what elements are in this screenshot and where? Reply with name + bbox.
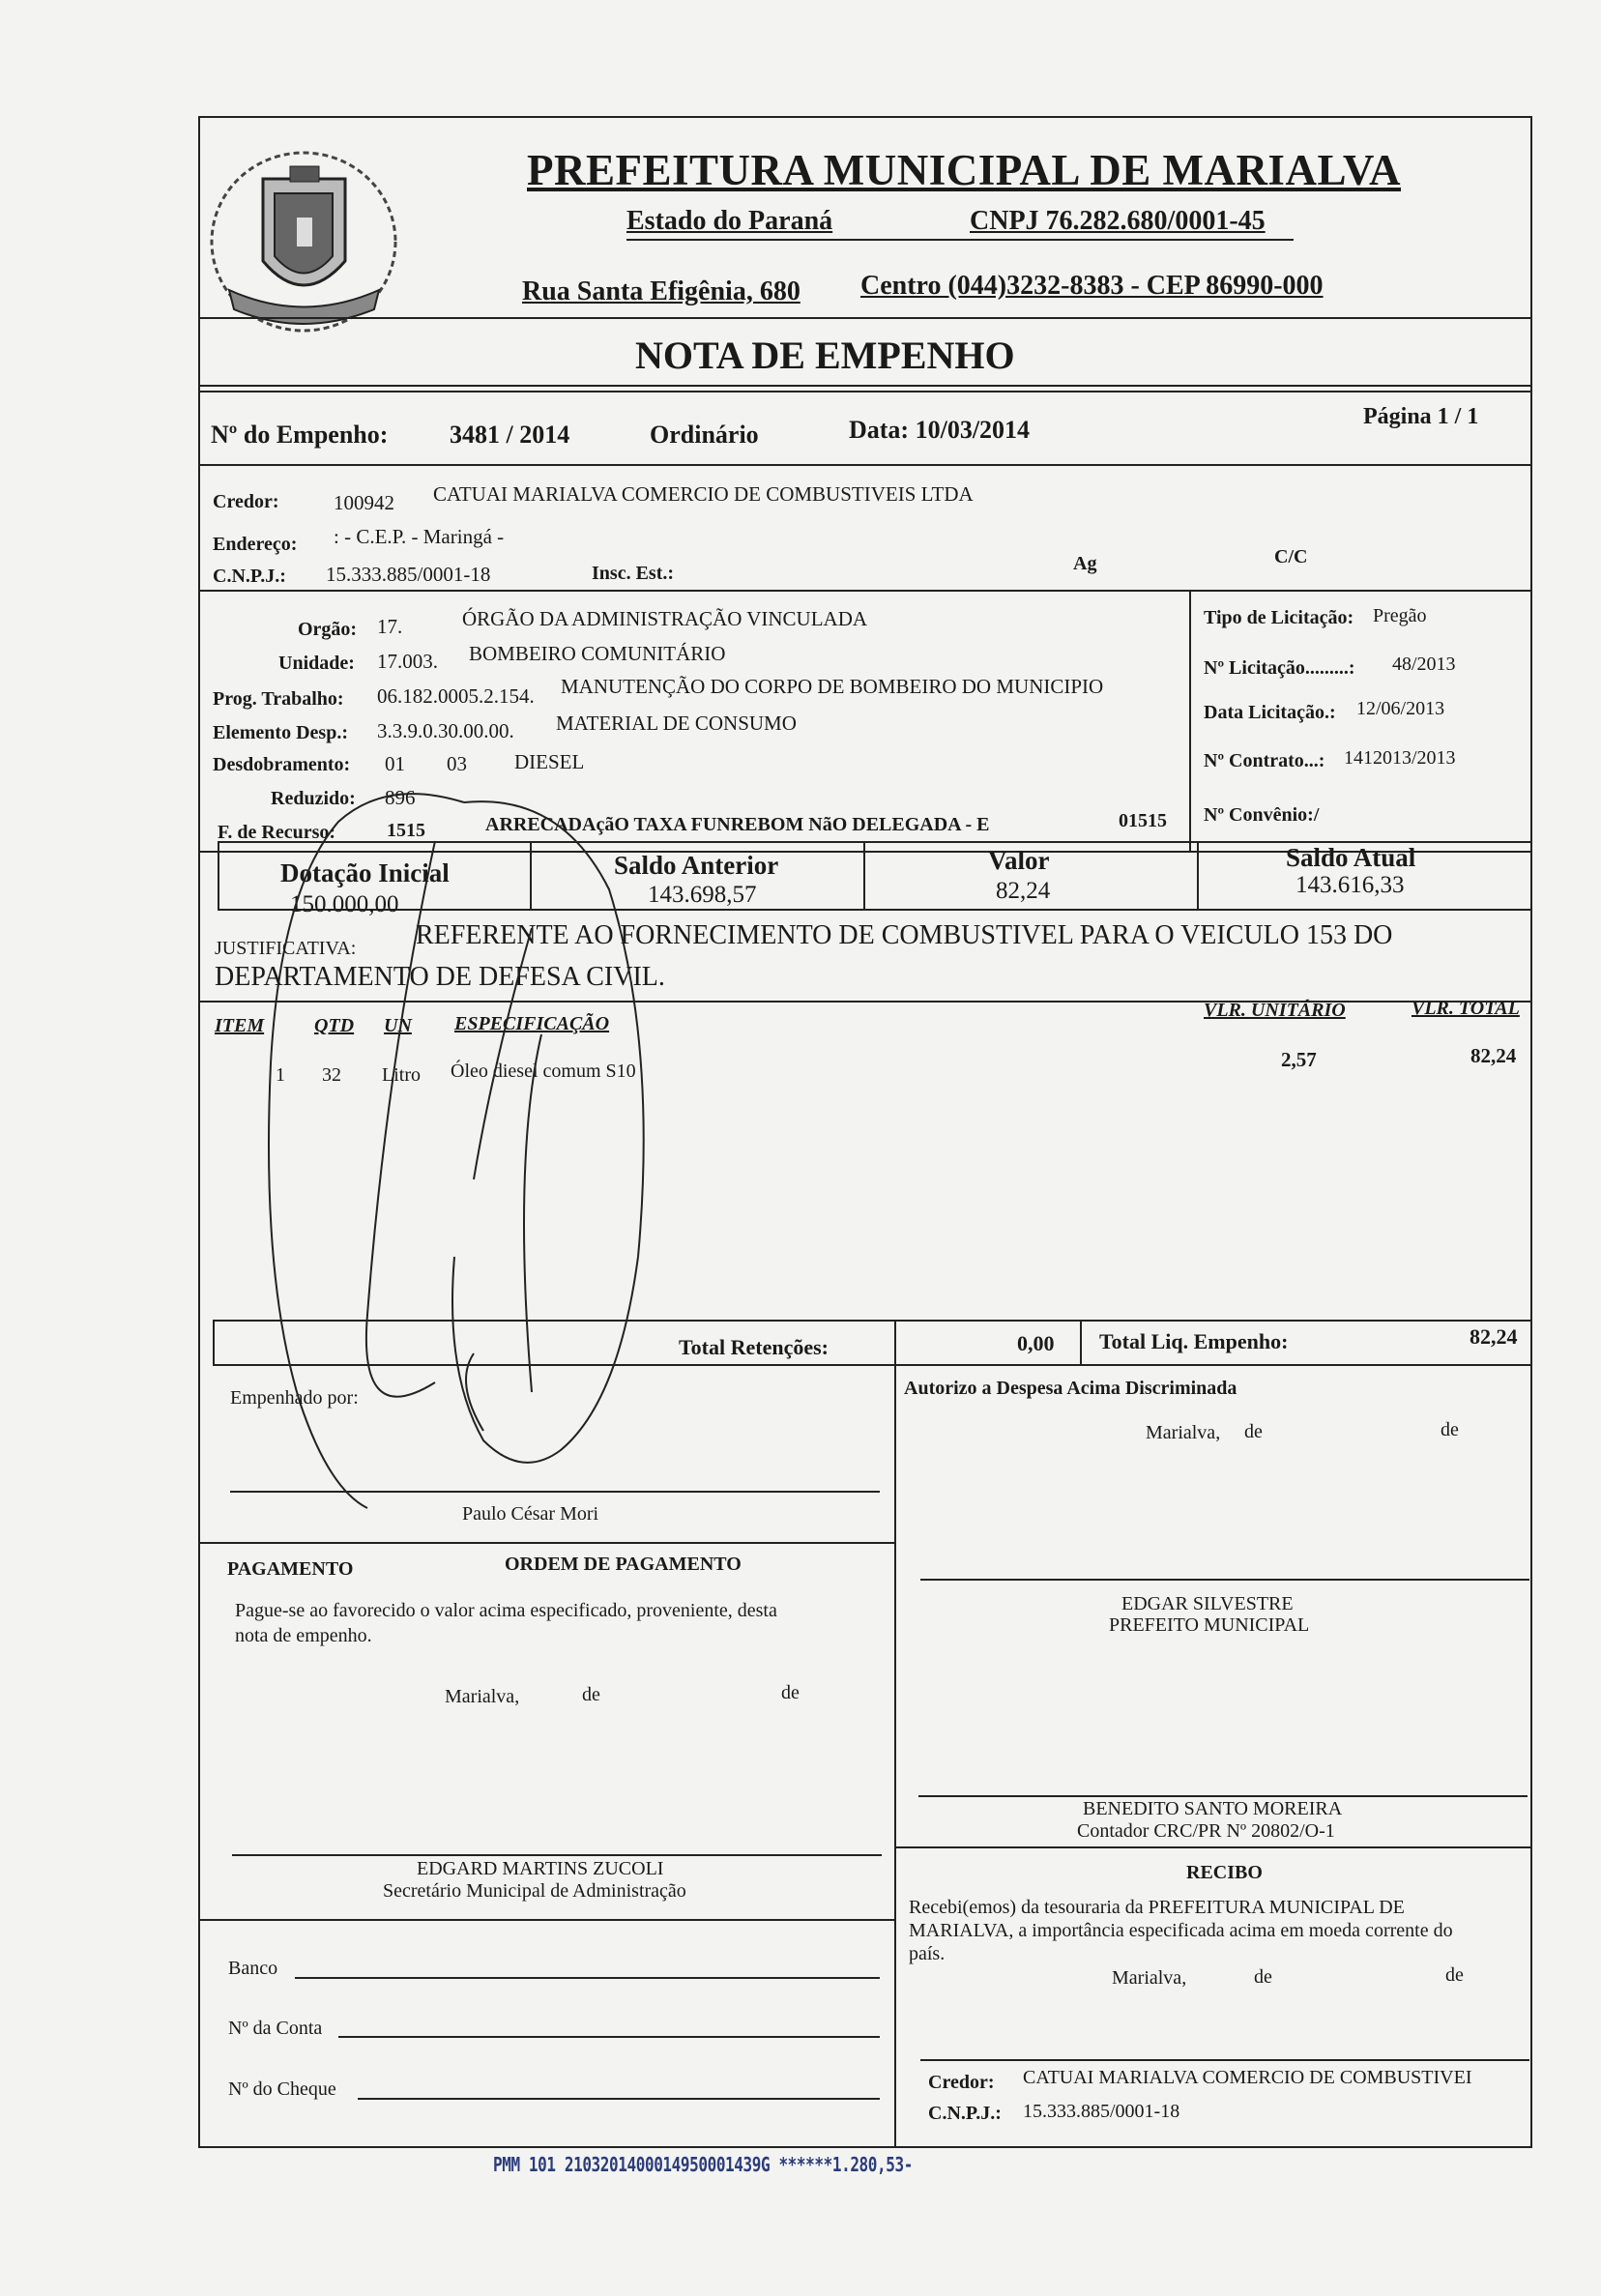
orgao-name: ÓRGÃO DA ADMINISTRAÇÃO VINCULADA bbox=[462, 607, 868, 630]
fonte-code-2: 01515 bbox=[1119, 810, 1167, 831]
handwritten-signature bbox=[242, 773, 677, 1527]
autorizo-label: Autorizo a Despesa Acima Discriminada bbox=[904, 1378, 1237, 1399]
autorizo-de-2: de bbox=[1441, 1419, 1459, 1440]
justificativa-line2: DEPARTAMENTO DE DEFESA CIVIL. bbox=[215, 962, 665, 992]
empenho-date: Data: 10/03/2014 bbox=[849, 416, 1031, 444]
title-divider-1 bbox=[198, 385, 1532, 387]
prog-code: 06.182.0005.2.154. bbox=[377, 684, 535, 708]
unidade-name: BOMBEIRO COMUNITÁRIO bbox=[469, 642, 726, 665]
prog-name: MANUTENÇÃO DO CORPO DE BOMBEIRO DO MUNICIPIO bbox=[561, 675, 1104, 698]
tipo-licitacao-value: Pregão bbox=[1373, 605, 1427, 626]
recibo-text-2: MARIALVA, a importância especificada acima em moeda corrente do bbox=[909, 1920, 1453, 1941]
coat-of-arms-logo bbox=[205, 145, 403, 338]
signatures-vertical-divider bbox=[894, 1366, 896, 2148]
agencia-label: Ag bbox=[1073, 553, 1097, 574]
credor-code: 100942 bbox=[334, 491, 394, 514]
saldo-anterior-label: Saldo Anterior bbox=[614, 851, 779, 880]
conta-label: Nº da Conta bbox=[228, 2018, 323, 2039]
contrato-value: 1412013/2013 bbox=[1344, 747, 1456, 769]
footer-cnpj-value: 15.333.885/0001-18 bbox=[1023, 2101, 1180, 2122]
credor-name: CATUAI MARIALVA COMERCIO DE COMBUSTIVEIS LTDA bbox=[433, 482, 974, 506]
state-line bbox=[626, 239, 1294, 241]
total-retencoes-value: 0,00 bbox=[1017, 1331, 1055, 1355]
col-especificacao: ESPECIFICAÇÃO bbox=[454, 1013, 610, 1034]
empenho-num: 3481 / 2014 bbox=[450, 421, 570, 449]
pague-text-2: nota de empenho. bbox=[235, 1625, 372, 1646]
justificativa-line1: REFERENTE AO FORNECIMENTO DE COMBUSTIVEL PARA O VEICULO 153 DO bbox=[416, 920, 1393, 950]
prefeito-name: EDGAR SILVESTRE bbox=[1121, 1593, 1294, 1614]
justificativa-label: JUSTIFICATIVA: bbox=[215, 938, 357, 959]
contador-divider bbox=[894, 1846, 1532, 1848]
elemento-label: Elemento Desp.: bbox=[213, 722, 348, 743]
empenho-type: Ordinário bbox=[650, 421, 759, 449]
pague-text-1: Pague-se ao favorecido o valor acima especificado, proveniente, desta bbox=[235, 1600, 777, 1621]
elemento-code: 3.3.9.0.30.00.00. bbox=[377, 719, 514, 742]
desdobramento-label: Desdobramento: bbox=[213, 754, 351, 775]
row-vunit: 2,57 bbox=[1281, 1048, 1317, 1071]
saldo-atual-value: 143.616,33 bbox=[1295, 872, 1405, 898]
cnpj-credor-value: 15.333.885/0001-18 bbox=[326, 563, 491, 586]
cnpj-label: CNPJ 76.282.680/0001-45 bbox=[970, 206, 1266, 236]
row-vtotal: 82,24 bbox=[1470, 1044, 1517, 1067]
page-number: Página 1 / 1 bbox=[1363, 404, 1479, 429]
elemento-name: MATERIAL DE CONSUMO bbox=[556, 712, 797, 735]
address-label: Rua Santa Efigênia, 680 bbox=[522, 276, 800, 306]
data-licitacao-label: Data Licitação.: bbox=[1204, 702, 1336, 723]
unidade-code: 17.003. bbox=[377, 650, 438, 673]
num-licitacao-value: 48/2013 bbox=[1392, 654, 1456, 675]
recibo-signature-line bbox=[920, 2059, 1529, 2061]
credor-divider bbox=[198, 590, 1532, 592]
contador-signature-line bbox=[918, 1795, 1528, 1797]
secretario-title: Secretário Municipal de Administração bbox=[383, 1880, 686, 1902]
col-vlr-unitario: VLR. UNITÁRIO bbox=[1204, 1000, 1346, 1021]
ordem-pagamento-label: ORDEM DE PAGAMENTO bbox=[505, 1554, 742, 1575]
saldos-divider-2 bbox=[863, 841, 865, 911]
recibo-de-1: de bbox=[1254, 1966, 1272, 1988]
col-vlr-total: VLR. TOTAL bbox=[1412, 998, 1520, 1019]
recibo-label: RECIBO bbox=[1186, 1862, 1263, 1883]
cnpj-credor-label: C.N.P.J.: bbox=[213, 566, 286, 587]
prog-label: Prog. Trabalho: bbox=[213, 688, 344, 710]
valor-value: 82,24 bbox=[996, 878, 1051, 904]
dotacao-label: Dotação Inicial bbox=[280, 858, 450, 887]
pagamento-de-2: de bbox=[781, 1682, 800, 1703]
prefeito-title: PREFEITO MUNICIPAL bbox=[1109, 1614, 1310, 1636]
total-liquido-value: 82,24 bbox=[1470, 1324, 1518, 1349]
recibo-text-1: Recebi(emos) da tesouraria da PREFEITURA MUNICIPAL DE bbox=[909, 1897, 1405, 1918]
saldo-anterior-value: 143.698,57 bbox=[648, 882, 757, 908]
conta-line bbox=[338, 2036, 880, 2038]
totais-divider-2 bbox=[1080, 1320, 1082, 1366]
endereco-value: : - C.E.P. - Maringá - bbox=[334, 525, 505, 548]
col-un: UN bbox=[384, 1015, 412, 1036]
empenhado-name: Paulo César Mori bbox=[462, 1503, 599, 1525]
pagamento-city: Marialva, bbox=[445, 1686, 520, 1707]
address-rest: Centro (044)3232-8383 - CEP 86990-000 bbox=[860, 271, 1324, 301]
secretario-name: EDGARD MARTINS ZUCOLI bbox=[417, 1858, 664, 1879]
bank-stamp: PMM 101 2103201400014950001439G ******1.280,53- bbox=[493, 2153, 913, 2176]
footer-credor-value: CATUAI MARIALVA COMERCIO DE COMBUSTIVEI bbox=[1023, 2067, 1472, 2088]
valor-label: Valor bbox=[988, 846, 1050, 875]
pagamento-de-1: de bbox=[582, 1684, 600, 1705]
footer-cnpj-label: C.N.P.J.: bbox=[928, 2103, 1002, 2124]
convenio-label: Nº Convênio:/ bbox=[1204, 804, 1320, 826]
fonte-code: 1515 bbox=[387, 820, 425, 841]
recibo-de-2: de bbox=[1445, 1964, 1464, 1986]
banco-label: Banco bbox=[228, 1958, 278, 1979]
recibo-city: Marialva, bbox=[1112, 1967, 1187, 1989]
prefeito-signature-line bbox=[920, 1579, 1529, 1581]
fonte-name: ARRECADAçãO TAXA FUNREBOM NãO DELEGADA - E bbox=[485, 814, 990, 835]
empenhado-label: Empenhado por: bbox=[230, 1387, 359, 1409]
reduzido-label: Reduzido: bbox=[271, 788, 356, 809]
col-item: ITEM bbox=[215, 1015, 265, 1036]
total-liquido-label: Total Liq. Empenho: bbox=[1099, 1329, 1289, 1353]
row-spec: Óleo diesel comum S10 bbox=[451, 1061, 636, 1082]
totais-divider-1 bbox=[894, 1320, 896, 1366]
doc-title: NOTA DE EMPENHO bbox=[635, 334, 1015, 377]
reduzido-value: 896 bbox=[385, 786, 416, 809]
total-retencoes-label: Total Retenções: bbox=[679, 1335, 829, 1359]
insc-est-label: Insc. Est.: bbox=[592, 563, 675, 584]
empenho-num-label: Nº do Empenho: bbox=[211, 421, 389, 449]
title-divider-2 bbox=[198, 391, 1532, 392]
saldos-divider-3 bbox=[1197, 841, 1199, 911]
autorizo-de-1: de bbox=[1244, 1421, 1263, 1442]
dotacao-value: 150.000,00 bbox=[290, 891, 399, 917]
orgao-label: Orgão: bbox=[298, 619, 358, 640]
contrato-label: Nº Contrato...: bbox=[1204, 750, 1325, 771]
desdobramento-b: 03 bbox=[447, 752, 467, 775]
contador-title: Contador CRC/PR Nº 20802/O-1 bbox=[1077, 1820, 1335, 1842]
unidade-label: Unidade: bbox=[278, 653, 355, 674]
licitacao-divider bbox=[1189, 590, 1191, 853]
secretario-signature-line bbox=[232, 1854, 882, 1856]
row-qtd: 32 bbox=[322, 1064, 341, 1086]
cheque-label: Nº do Cheque bbox=[228, 2078, 336, 2100]
desdobramento-name: DIESEL bbox=[514, 750, 585, 773]
banco-line bbox=[295, 1977, 880, 1979]
credor-label: Credor: bbox=[213, 491, 279, 512]
data-licitacao-value: 12/06/2013 bbox=[1356, 698, 1445, 719]
saldo-atual-label: Saldo Atual bbox=[1286, 843, 1416, 872]
header-divider bbox=[198, 317, 1532, 319]
state-label: Estado do Paraná bbox=[626, 206, 833, 236]
row-item: 1 bbox=[276, 1064, 285, 1086]
num-licitacao-label: Nº Licitação.........: bbox=[1204, 657, 1355, 679]
endereco-label: Endereço: bbox=[213, 534, 298, 555]
cheque-line bbox=[358, 2098, 880, 2100]
autorizo-city: Marialva, bbox=[1146, 1422, 1221, 1443]
tipo-licitacao-label: Tipo de Licitação: bbox=[1204, 607, 1354, 628]
orgao-code: 17. bbox=[377, 615, 403, 638]
empenho-divider bbox=[198, 464, 1532, 466]
contador-name: BENEDITO SANTO MOREIRA bbox=[1083, 1798, 1343, 1819]
secretario-divider bbox=[198, 1919, 894, 1921]
desdobramento-a: 01 bbox=[385, 752, 405, 775]
prefeitura-title: PREFEITURA MUNICIPAL DE MARIALVA bbox=[527, 146, 1402, 194]
pagamento-label: PAGAMENTO bbox=[227, 1558, 354, 1580]
footer-credor-label: Credor: bbox=[928, 2072, 995, 2093]
fonte-label: F. de Recurso: bbox=[218, 822, 336, 843]
row-un: Litro bbox=[382, 1064, 421, 1086]
conta-corrente-label: C/C bbox=[1274, 546, 1308, 567]
col-qtd: QTD bbox=[314, 1015, 355, 1036]
empenhado-divider bbox=[198, 1542, 894, 1544]
recibo-text-3: país. bbox=[909, 1943, 946, 1964]
